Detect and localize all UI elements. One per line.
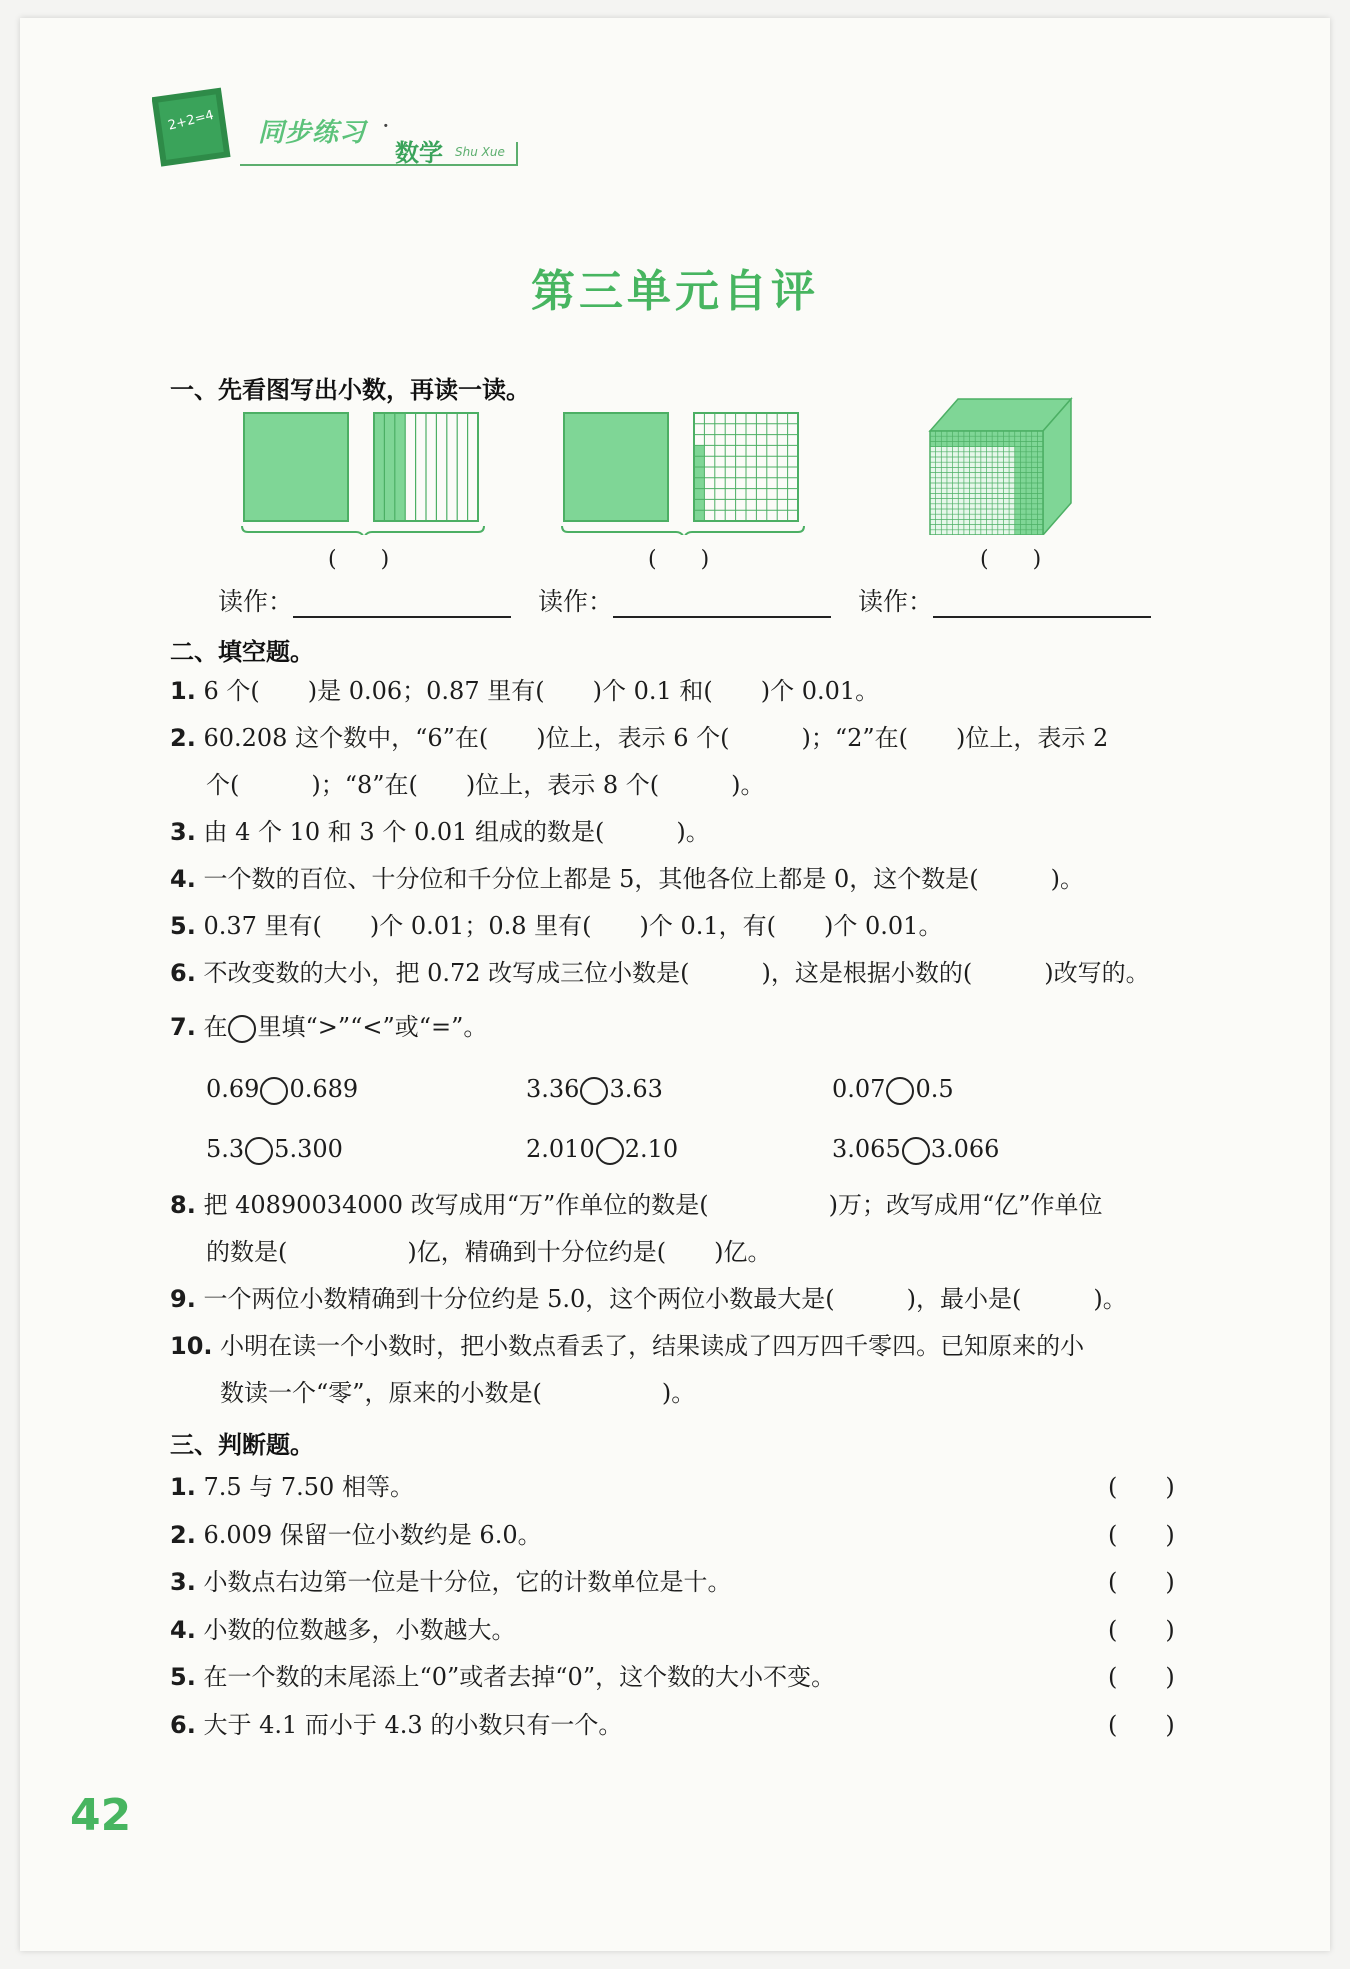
question-number: 1.	[170, 677, 196, 705]
compare-circle[interactable]	[886, 1077, 914, 1105]
header-dot: ·	[382, 112, 390, 140]
compare-circle[interactable]	[580, 1077, 608, 1105]
question-number: 4.	[170, 865, 196, 893]
fill-q9	[170, 1284, 1127, 1314]
compare-circle[interactable]	[596, 1137, 624, 1165]
fill-q10-cont: 数读一个“零”，原来的小数是( )。	[220, 1379, 696, 1407]
compare-right: 2.10	[624, 1135, 679, 1163]
read-answer-line[interactable]	[613, 592, 831, 618]
read-answer-line[interactable]	[293, 592, 511, 618]
figure2-answer-paren: ( )	[648, 547, 710, 572]
header-pinyin: Shu Xue	[455, 145, 505, 159]
compare-item	[526, 1074, 663, 1105]
section2-heading: 二、填空题。	[170, 638, 314, 666]
fill-q2	[170, 723, 1108, 753]
judge-item	[170, 1710, 622, 1740]
compare-left: 0.69	[206, 1075, 260, 1103]
compare-circle[interactable]	[260, 1077, 288, 1105]
header-brand: 同步练习	[258, 118, 367, 148]
question-text: 60.208 这个数中，“6”在( )位上，表示 6 个( )；“2”在( )位上，表示 2	[203, 724, 1109, 752]
read-row-2	[538, 582, 831, 618]
judge-item	[170, 1662, 835, 1692]
judge-item	[170, 1520, 542, 1550]
page-number: 42	[70, 1790, 132, 1841]
fill-q5	[170, 911, 942, 941]
figure1-grids	[238, 410, 488, 535]
compare-item	[832, 1134, 999, 1165]
question-text: 由 4 个 10 和 3 个 0.01 组成的数是( )。	[203, 818, 710, 846]
question-number: 4.	[170, 1615, 196, 1644]
compare-item	[206, 1074, 358, 1105]
read-answer-line[interactable]	[933, 592, 1151, 618]
question-text: 不改变数的大小，把 0.72 改写成三位小数是( )，这是根据小数的( )改写的。	[203, 959, 1150, 987]
fill-q6	[170, 958, 1150, 988]
read-label: 读作：	[218, 587, 294, 616]
fill-q4	[170, 864, 1084, 894]
read-label: 读作：	[538, 587, 614, 616]
question-number: 3.	[170, 818, 196, 846]
question-number: 2.	[170, 724, 196, 752]
judge-answer-paren[interactable]: ( )	[1108, 1615, 1175, 1644]
read-row-3	[858, 582, 1151, 618]
compare-left: 5.3	[206, 1135, 245, 1163]
question-text: 大于 4.1 而小于 4.3 的小数只有一个。	[203, 1710, 623, 1739]
question-text: 7.5 与 7.50 相等。	[203, 1473, 414, 1501]
section3-heading: 三、判断题。	[170, 1431, 314, 1459]
compare-left: 0.07	[832, 1075, 886, 1103]
fill-q2-cont: 个( )；“8”在( )位上，表示 8 个( )。	[206, 771, 765, 799]
fill-q1	[170, 676, 879, 706]
compare-item	[526, 1134, 678, 1165]
question-number: 3.	[170, 1568, 196, 1596]
judge-answer-paren[interactable]: ( )	[1108, 1568, 1175, 1596]
question-text: 一个数的百位、十分位和千分位上都是 5，其他各位上都是 0，这个数是( )。	[203, 865, 1084, 893]
page-title: 第三单元自评	[531, 266, 819, 317]
question-text: 里填“>”“<”或“=”。	[257, 1013, 488, 1041]
judge-item	[170, 1472, 414, 1502]
question-number: 8.	[170, 1191, 196, 1219]
compare-right: 3.63	[609, 1075, 663, 1103]
question-number: 10.	[170, 1332, 213, 1360]
question-text: 6.009 保留一位小数约是 6.0。	[203, 1520, 542, 1549]
fill-q7	[170, 1012, 487, 1043]
judge-item	[170, 1567, 731, 1597]
compare-circle[interactable]	[902, 1137, 930, 1165]
question-number: 9.	[170, 1285, 196, 1313]
question-number: 5.	[170, 1663, 196, 1691]
compare-right: 0.689	[289, 1075, 359, 1103]
logo-text: 2+2=4	[166, 107, 216, 134]
compare-item	[832, 1074, 954, 1105]
question-text: 一个两位小数精确到十分位约是 5.0，这个两位小数最大是( )，最小是( )。	[203, 1285, 1127, 1313]
question-text: 6 个( )是 0.06；0.87 里有( )个 0.1 和( )个 0.01。	[203, 677, 880, 705]
section1-heading: 一、先看图写出小数，再读一读。	[170, 376, 530, 404]
question-text: 小数的位数越多，小数越大。	[203, 1615, 516, 1644]
judge-answer-paren[interactable]: ( )	[1108, 1710, 1175, 1739]
compare-right: 3.066	[930, 1135, 1000, 1163]
compare-left: 3.065	[832, 1135, 901, 1163]
compare-circle[interactable]	[245, 1137, 273, 1165]
question-number: 2.	[170, 1520, 196, 1549]
question-number: 5.	[170, 912, 196, 940]
fill-q8-cont: 的数是( )亿，精确到十分位约是( )亿。	[206, 1238, 772, 1266]
fill-q3	[170, 817, 710, 847]
fill-q10	[170, 1331, 1084, 1361]
question-text: 0.37 里有( )个 0.01；0.8 里有( )个 0.1，有( )个 0.01。	[203, 912, 943, 940]
compare-right: 0.5	[915, 1075, 954, 1103]
read-row-1	[218, 582, 511, 618]
question-text: 把 40890034000 改写成用“万”作单位的数是( )万；改写成用“亿”作单位	[203, 1191, 1103, 1219]
judge-answer-paren[interactable]: ( )	[1108, 1473, 1175, 1501]
question-number: 7.	[170, 1013, 196, 1041]
question-number: 6.	[170, 1710, 196, 1739]
question-text: 小明在读一个小数时，把小数点看丢了，结果读成了四万四千零四。已知原来的小	[220, 1332, 1085, 1360]
compare-right: 5.300	[274, 1135, 343, 1163]
question-text: 在	[203, 1013, 228, 1041]
circle-icon	[228, 1015, 256, 1043]
compare-left: 2.010	[526, 1135, 595, 1163]
figure3-answer-paren: ( )	[980, 547, 1042, 572]
figure2-grids	[558, 410, 808, 535]
judge-answer-paren[interactable]: ( )	[1108, 1520, 1175, 1549]
read-label: 读作：	[858, 587, 934, 616]
judge-answer-paren[interactable]: ( )	[1108, 1663, 1175, 1691]
figure1-answer-paren: ( )	[328, 547, 390, 572]
header-subject: 数学	[395, 139, 443, 167]
compare-left: 3.36	[526, 1075, 580, 1103]
question-number: 6.	[170, 959, 196, 987]
chalkboard-logo-icon	[152, 82, 242, 174]
judge-item	[170, 1615, 515, 1645]
question-text: 小数点右边第一位是十分位，它的计数单位是十。	[203, 1568, 732, 1596]
question-number: 1.	[170, 1473, 196, 1501]
fill-q8	[170, 1190, 1103, 1220]
question-text: 在一个数的末尾添上“0”或者去掉“0”，这个数的大小不变。	[203, 1663, 836, 1691]
compare-item	[206, 1134, 343, 1165]
figure3-cube	[928, 395, 1078, 535]
